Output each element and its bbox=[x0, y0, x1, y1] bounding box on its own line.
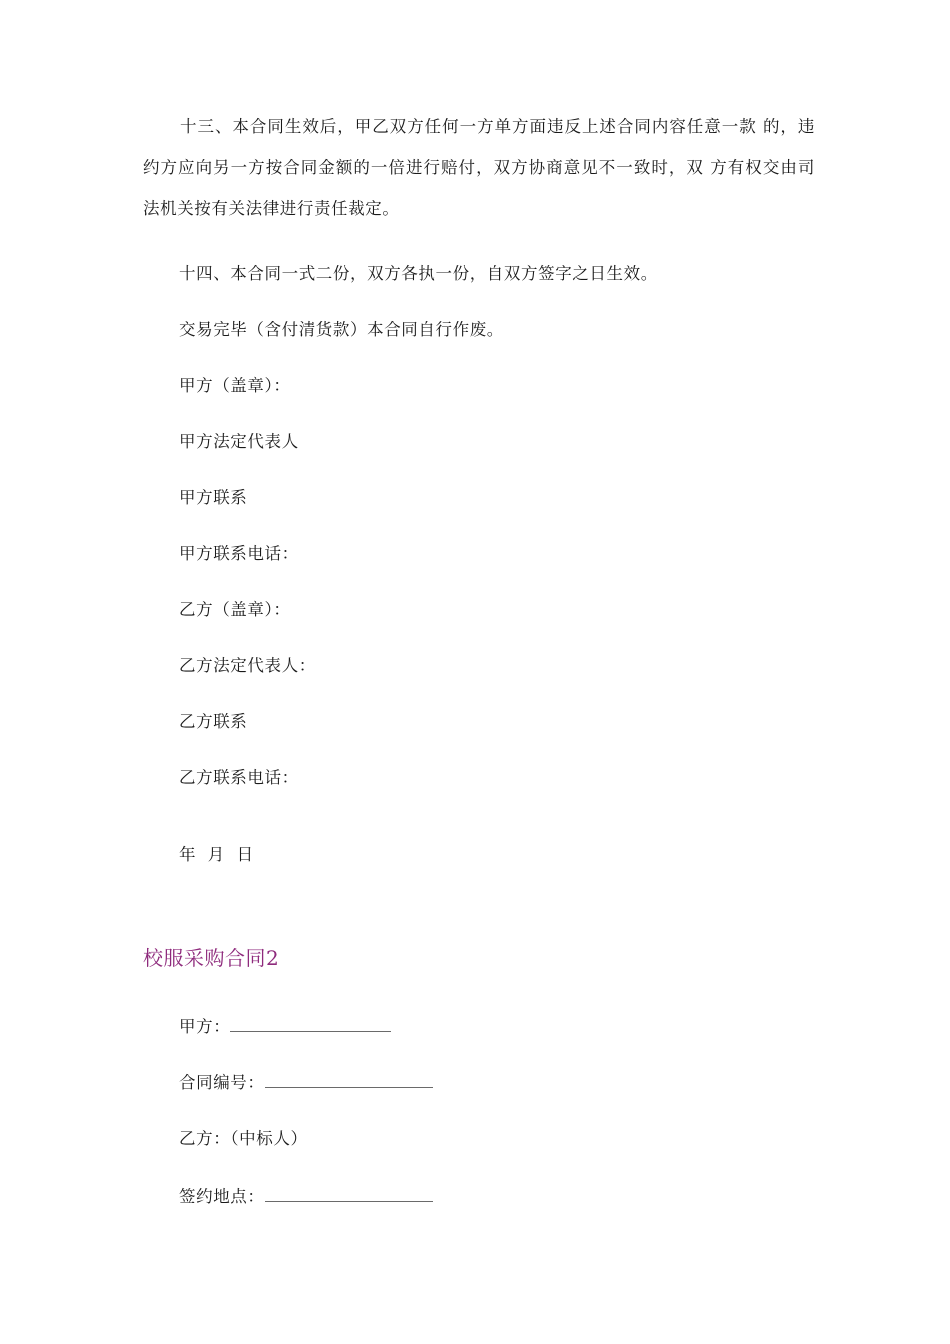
party-a-representative-label: 甲方法定代表人 bbox=[179, 432, 299, 451]
party-a-label: 甲方： bbox=[179, 1017, 231, 1036]
contract-2-party-a-row bbox=[179, 1014, 391, 1039]
sign-place-blank-line bbox=[265, 1184, 433, 1202]
contract-2-number-row bbox=[179, 1070, 433, 1095]
date-line: 年 月 日 bbox=[179, 845, 254, 864]
clause-13: 十三、本合同生效后，甲乙双方任何一方单方面违反上述合同内容任意一款 的，违约方应向另一方按合同金额的一倍进行赔付，双方协商意见不一致时，双 方有权交由司法机关按有关法律进行责任裁定。 bbox=[143, 117, 815, 218]
party-a-contact-label: 甲方联系 bbox=[179, 488, 248, 507]
party-a-phone-label: 甲方联系电话： bbox=[179, 544, 299, 563]
contract-number-blank-line bbox=[265, 1070, 433, 1088]
contract-2-sign-place-row bbox=[179, 1184, 433, 1209]
party-a-seal-label: 甲方（盖章）： bbox=[179, 376, 291, 395]
void-note: 交易完毕（含付清货款）本合同自行作废。 bbox=[179, 320, 504, 339]
party-b-seal-label: 乙方（盖章）： bbox=[179, 600, 291, 619]
sign-place-label: 签约地点： bbox=[179, 1187, 265, 1206]
clause-14: 十四、本合同一式二份，双方各执一份，自双方签字之日生效。 bbox=[179, 264, 658, 283]
party-b-phone-label: 乙方联系电话： bbox=[179, 768, 299, 787]
contract-2-title: 校服采购合同2 bbox=[143, 946, 280, 970]
party-b-contact-label: 乙方联系 bbox=[179, 712, 248, 731]
party-b-representative-label: 乙方法定代表人： bbox=[179, 656, 316, 675]
contract-2-party-b-row: 乙方：（中标人） bbox=[179, 1129, 308, 1148]
contract-number-label: 合同编号： bbox=[179, 1073, 265, 1092]
party-a-blank-line bbox=[230, 1014, 391, 1032]
